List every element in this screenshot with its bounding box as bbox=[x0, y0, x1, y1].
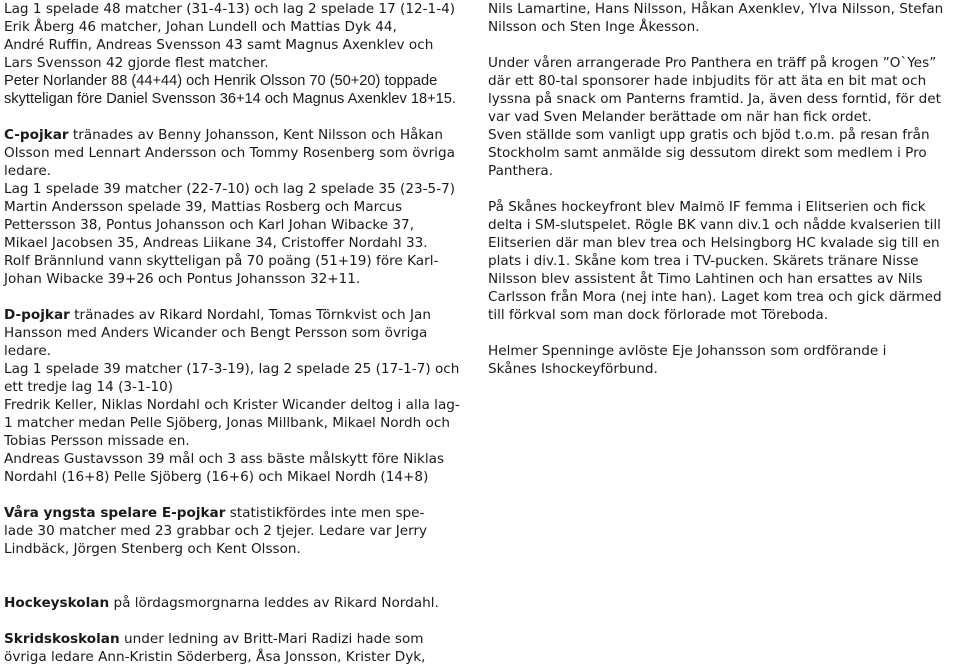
text-line: ett tredje lag 14 (3-1-10) bbox=[4, 379, 174, 395]
text-line: 1 matcher medan Pelle Sjöberg, Jonas Millbank, Mikael Nordh och bbox=[4, 415, 450, 431]
d-pojkar-heading: D-pojkar bbox=[4, 307, 70, 323]
text-line: Carlsson från Mora (nej inte han). Laget kom trea och gick därmed bbox=[488, 289, 942, 305]
text-line: Nilsson och Sten Inge Åkesson. bbox=[488, 19, 700, 35]
text-line: Pettersson 38, Pontus Johansson och Karl Johan Wibacke 37, bbox=[4, 217, 415, 233]
d-pojkar-section bbox=[4, 306, 472, 486]
text-line: Johan Wibacke 39+26 och Pontus Johansson 32+11. bbox=[4, 271, 361, 287]
text-line: Lars Svensson 42 gjorde flest matcher. bbox=[4, 55, 269, 71]
b-pojkar-scorers-paragraph bbox=[4, 72, 472, 108]
left-column bbox=[4, 0, 472, 666]
text-line: Skånes Ishockeyförbund. bbox=[488, 361, 658, 377]
text-line: På Skånes hockeyfront blev Malmö IF femma i Elitserien och fick bbox=[488, 199, 926, 215]
b-pojkar-stats-paragraph bbox=[4, 0, 472, 72]
text-line: Lag 1 spelade 39 matcher (17-3-19), lag 2 spelade 25 (17-1-7) och bbox=[4, 361, 460, 377]
text-run: statistikfördes inte men spe- bbox=[225, 505, 425, 521]
skridskoskolan-heading: Skridskoskolan bbox=[4, 631, 120, 647]
text-line: Sven ställde som vanligt upp gratis och bjöd t.o.m. på resan från bbox=[488, 127, 930, 143]
text-run: tränades av Benny Johansson, Kent Nilsson och Håkan bbox=[68, 127, 443, 143]
text-line: plats i div.1. Skåne kom trea i TV-pucken. Skärets tränare Nisse bbox=[488, 253, 919, 269]
text-line: Hansson med Anders Wicander och Bengt Persson som övriga bbox=[4, 325, 428, 341]
text-line: Stockholm samt anmälde sig dessutom direkt som medlem i Pro bbox=[488, 145, 927, 161]
text-line: Martin Andersson spelade 39, Mattias Rosberg och Marcus bbox=[4, 199, 403, 215]
hockeyskolan-section bbox=[4, 594, 472, 612]
text-line bbox=[4, 504, 472, 522]
text-line: ledare. bbox=[4, 163, 52, 179]
right-column bbox=[488, 0, 958, 378]
skane-hockey-paragraph bbox=[488, 198, 958, 324]
names-paragraph bbox=[488, 0, 958, 36]
text-line: Olsson med Lennart Andersson och Tommy Rosenberg som övriga bbox=[4, 145, 455, 161]
text-run: under ledning av Britt-Mari Radizi hade som bbox=[119, 631, 424, 647]
text-line: Tobias Persson missade en. bbox=[4, 433, 190, 449]
text-run: på lördagsmorgnarna leddes av Rikard Nordahl. bbox=[109, 595, 439, 611]
text-line: Elitserien där man blev trea och Helsingborg HC kvalade sig till en bbox=[488, 235, 940, 251]
text-line: till förkval som man dock förlorade mot Töreboda. bbox=[488, 307, 829, 323]
text-line: Helmer Spenninge avlöste Eje Johansson som ordförande i bbox=[488, 343, 887, 359]
text-line: lade 30 matcher med 23 grabbar och 2 tjejer. Ledare var Jerry bbox=[4, 523, 428, 539]
text-line: Mikael Jacobsen 35, Andreas Liikane 34, Cristoffer Nordahl 33. bbox=[4, 235, 428, 251]
text-line bbox=[4, 630, 472, 648]
e-pojkar-section bbox=[4, 504, 472, 558]
text-line: Nils Lamartine, Hans Nilsson, Håkan Axenklev, Ylva Nilsson, Stefan bbox=[488, 1, 944, 17]
text-line: lyssna på snack om Panterns framtid. Ja, även dess forntid, för det bbox=[488, 91, 941, 107]
text-run: tränades av Rikard Nordahl, Tomas Törnkvist och Jan bbox=[69, 307, 431, 323]
text-line: André Ruffin, Andreas Svensson 43 samt Magnus Axenklev och bbox=[4, 37, 434, 53]
text-line: Nilsson blev assistent åt Timo Lahtinen och han ersattes av Nils bbox=[488, 271, 923, 287]
text-line: Rolf Brännlund vann skytteligan på 70 poäng (51+19) före Karl- bbox=[4, 253, 439, 269]
text-line: Andreas Gustavsson 39 mål och 3 ass bäste målskytt före Niklas bbox=[4, 451, 445, 467]
text-line: Lag 1 spelade 39 matcher (22-7-10) och lag 2 spelade 35 (23-5-7) bbox=[4, 181, 456, 197]
text-line: var vad Sven Melander berättade om när han fick ordet. bbox=[488, 109, 872, 125]
text-line: Peter Norlander 88 (44+44) och Henrik Olsson 70 (50+20) toppade bbox=[4, 73, 438, 89]
text-line: Panthera. bbox=[488, 163, 554, 179]
text-line: övriga ledare Ann-Kristin Söderberg, Åsa Jonsson, Krister Dyk, bbox=[4, 649, 426, 665]
c-pojkar-heading: C-pojkar bbox=[4, 127, 69, 143]
text-line: Erik Åberg 46 matcher, Johan Lundell och Mattias Dyk 44, bbox=[4, 19, 397, 35]
text-line: Nordahl (16+8) Pelle Sjöberg (16+6) och Mikael Nordh (14+8) bbox=[4, 469, 429, 485]
hockeyskolan-heading: Hockeyskolan bbox=[4, 595, 110, 611]
text-line: där ett 80-tal sponsorer hade inbjudits för att äta en bit mat och bbox=[488, 73, 927, 89]
text-line: ledare. bbox=[4, 343, 52, 359]
text-line bbox=[4, 306, 472, 324]
text-line bbox=[4, 594, 472, 612]
text-line bbox=[4, 126, 472, 144]
skridskoskolan-section bbox=[4, 630, 472, 666]
c-pojkar-section bbox=[4, 126, 472, 288]
text-line: delta i SM-slutspelet. Rögle BK vann div.1 och nådde kvalserien till bbox=[488, 217, 941, 233]
text-line: Under våren arrangerade Pro Panthera en träff på krogen ”O`Yes” bbox=[488, 55, 937, 71]
text-line: skytteligan före Daniel Svensson 36+14 och Magnus Axenklev 18+15. bbox=[4, 91, 456, 107]
text-line: Lag 1 spelade 48 matcher (31-4-13) och lag 2 spelade 17 (12-1-4) bbox=[4, 1, 456, 17]
ordforande-paragraph bbox=[488, 342, 958, 378]
text-line: Lindbäck, Jörgen Stenberg och Kent Olsson. bbox=[4, 541, 301, 557]
text-line: Fredrik Keller, Niklas Nordahl och Krister Wicander deltog i alla lag- bbox=[4, 397, 460, 413]
e-pojkar-heading: Våra yngsta spelare E-pojkar bbox=[4, 505, 226, 521]
pro-panthera-paragraph bbox=[488, 54, 958, 180]
